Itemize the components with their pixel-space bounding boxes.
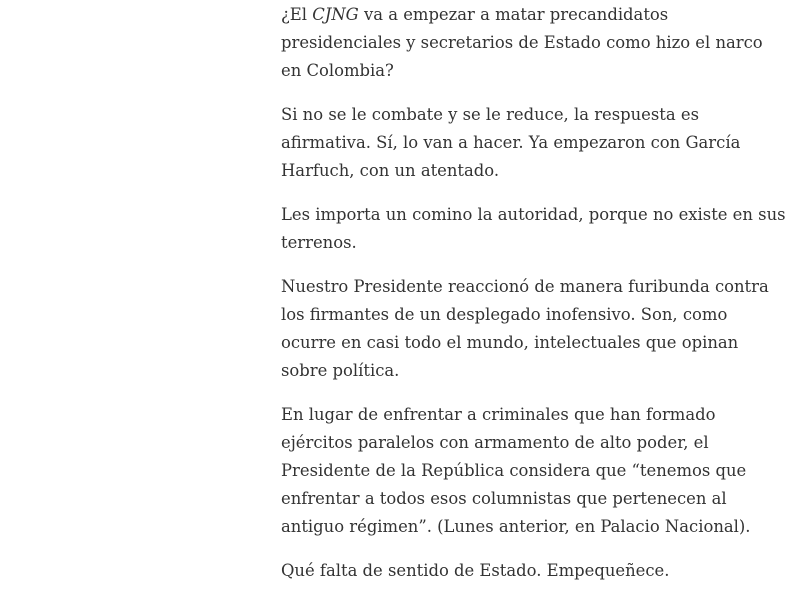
- paragraph-authority: Les importa un comino la autoridad, porque no existe en sus terrenos.: [281, 205, 786, 252]
- paragraph-conclusion: Qué falta de sentido de Estado. Empequeñece.: [281, 561, 670, 580]
- article-body: [281, 1, 786, 601]
- paragraph-suffix: va a empezar a matar precandidatos presidenciales y secretarios de Estado como hizo el narco en Colombia?: [281, 5, 763, 80]
- paragraph-cjng-question: [281, 1, 786, 85]
- paragraph-columnists-quote: En lugar de enfrentar a criminales que han formado ejércitos paralelos con armamento de alto poder, el Presidente de la República considera que “tenemos que enfrentar a todos esos columnistas que pertenecen al antiguo régimen”. (Lunes anterior, en Palacio Nacional).: [281, 405, 751, 536]
- paragraph-prefix: ¿El: [281, 5, 313, 24]
- paragraph-president-reaction: Nuestro Presidente reaccionó de manera furibunda contra los firmantes de un desplegado inofensivo. Son, como ocurre en casi todo el mundo, intelectuales que opinan sobre política.: [281, 277, 769, 380]
- cjng-emphasis: CJNG: [312, 5, 359, 24]
- paragraph-affirmative-answer: Si no se le combate y se le reduce, la respuesta es afirmativa. Sí, lo van a hacer. Ya empezaron con García Harfuch, con un atentado.: [281, 105, 741, 180]
